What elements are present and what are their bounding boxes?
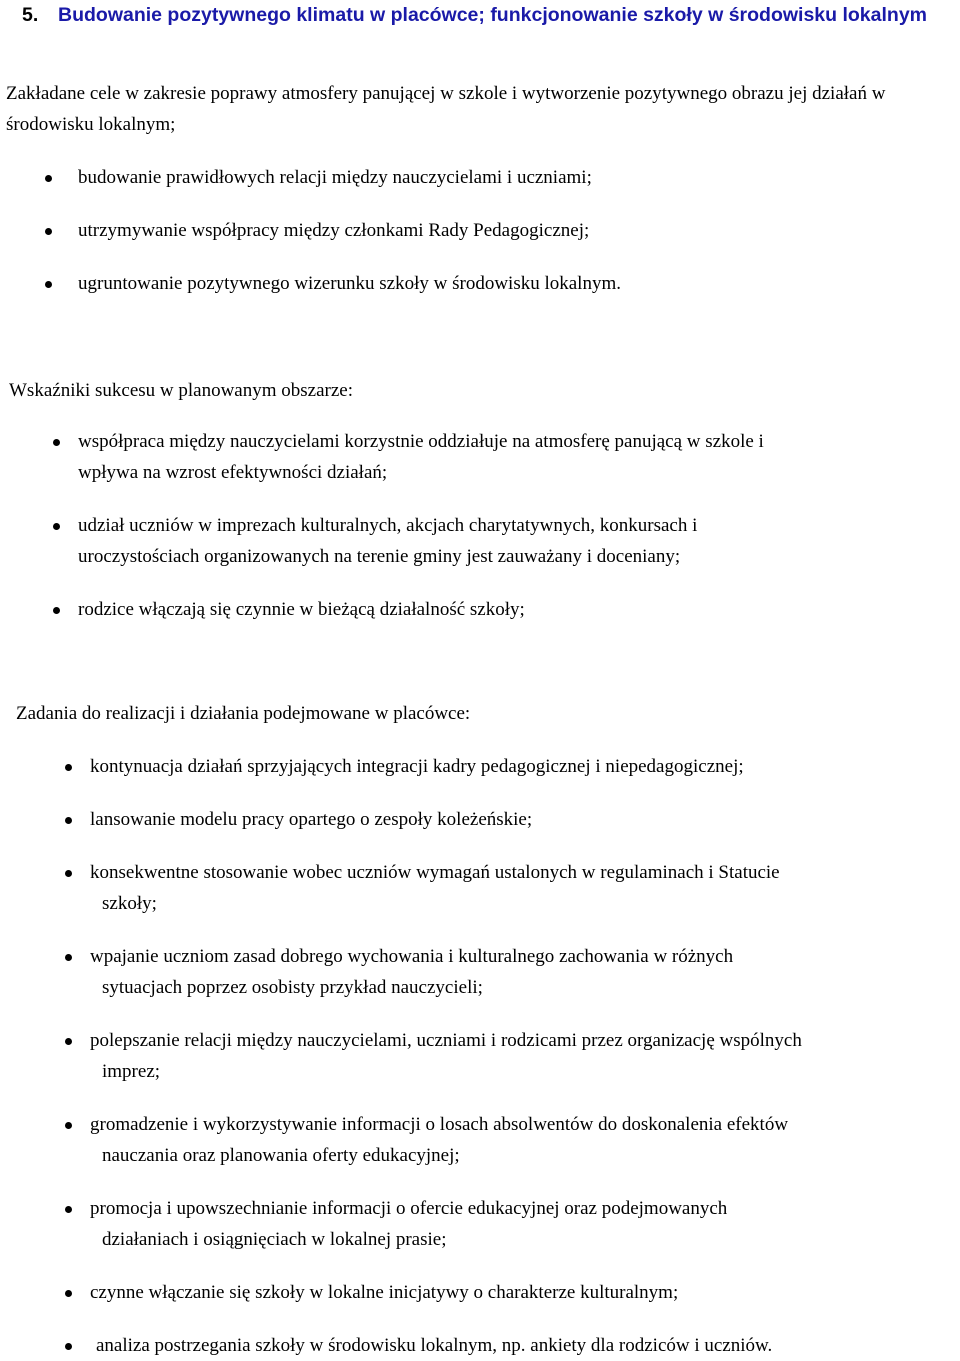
indicator-item-line: wpływa na wzrost efektywności działań; xyxy=(78,462,388,483)
task-item-line: konsekwentne stosowanie wobec uczniów wymagań ustalonych w regulaminach i Statucie xyxy=(90,862,780,883)
bullet-icon xyxy=(45,228,52,235)
indicator-item-line: współpraca między nauczycielami korzystnie oddziałuje na atmosferę panującą w szkole i xyxy=(78,431,764,452)
goal-item-text: ugruntowanie pozytywnego wizerunku szkoły w środowisku lokalnym. xyxy=(78,273,621,294)
task-item-line: polepszanie relacji między nauczycielami, uczniami i rodzicami przez organizację wspólnych xyxy=(90,1030,802,1051)
indicator-item-text xyxy=(78,510,697,572)
section-number: 5. xyxy=(22,4,39,26)
task-item-line: analiza postrzegania szkoły w środowisku lokalnym, np. ankiety dla rodziców i uczniów. xyxy=(96,1335,773,1356)
indicator-item-line: uroczystościach organizowanych na terenie gminy jest zauważany i doceniany; xyxy=(78,546,681,567)
indicator-item-line: rodzice włączają się czynnie w bieżącą działalność szkoły; xyxy=(78,599,525,620)
task-item-line: szkoły; xyxy=(102,893,157,914)
bullet-icon xyxy=(65,1038,72,1045)
bullet-icon xyxy=(65,1290,72,1297)
task-item-line: lansowanie modelu pracy opartego o zespoły koleżeńskie; xyxy=(90,809,533,830)
task-item-text xyxy=(90,1277,678,1308)
section-title: Budowanie pozytywnego klimatu w placówce; funkcjonowanie szkoły w środowisku lokalnym xyxy=(58,4,927,26)
task-item-text xyxy=(90,751,744,782)
task-item-line: czynne włączanie się szkoły w lokalne inicjatywy o charakterze kulturalnym; xyxy=(90,1282,679,1303)
task-item-line: wpajanie uczniom zasad dobrego wychowania i kulturalnego zachowania w różnych xyxy=(90,946,734,967)
indicators-intro: Wskaźniki sukcesu w planowanym obszarze: xyxy=(9,380,354,401)
bullet-icon xyxy=(45,281,52,288)
bullet-icon xyxy=(53,439,60,446)
task-item-line: gromadzenie i wykorzystywanie informacji o losach absolwentów do doskonalenia efektów xyxy=(90,1114,789,1135)
bullet-icon xyxy=(65,1122,72,1129)
task-item-text xyxy=(90,1109,788,1171)
bullet-icon xyxy=(65,1343,72,1350)
task-item-line: sytuacjach poprzez osobisty przykład nauczycieli; xyxy=(102,977,483,998)
task-item-line: kontynuacja działań sprzyjających integracji kadry pedagogicznej i niepedagogicznej; xyxy=(90,756,744,777)
task-item-text xyxy=(96,1330,772,1361)
indicator-item-line: udział uczniów w imprezach kulturalnych, akcjach charytatywnych, konkursach i xyxy=(78,515,698,536)
task-item-line: imprez; xyxy=(102,1061,161,1082)
task-item-line: promocja i upowszechnianie informacji o ofercie edukacyjnej oraz podejmowanych xyxy=(90,1198,728,1219)
task-item-text xyxy=(90,804,532,835)
task-item-line: działaniach i osiągnięciach w lokalnej prasie; xyxy=(102,1229,447,1250)
task-item-text xyxy=(90,1193,727,1255)
bullet-icon xyxy=(65,954,72,961)
bullet-icon xyxy=(53,607,60,614)
bullet-icon xyxy=(53,523,60,530)
task-item-text xyxy=(90,1025,802,1087)
indicator-item-text xyxy=(78,594,525,625)
goals-intro: Zakładane cele w zakresie poprawy atmosfery panującej w szkole i wytworzenie pozytywnego obrazu jej działań w środowisku lokalnym; xyxy=(6,83,886,135)
tasks-intro: Zadania do realizacji i działania podejmowane w placówce: xyxy=(16,703,471,724)
bullet-icon xyxy=(65,870,72,877)
goal-item-text: budowanie prawidłowych relacji między nauczycielami i uczniami; xyxy=(78,167,592,188)
task-item-text xyxy=(90,941,733,1003)
bullet-icon xyxy=(65,1206,72,1213)
bullet-icon xyxy=(65,817,72,824)
indicator-item-text xyxy=(78,426,764,488)
goal-item-text: utrzymywanie współpracy między członkami Rady Pedagogicznej; xyxy=(78,220,590,241)
bullet-icon xyxy=(65,764,72,771)
bullet-icon xyxy=(45,175,52,182)
section-heading xyxy=(22,0,952,31)
task-item-text xyxy=(90,857,780,919)
task-item-line: nauczania oraz planowania oferty edukacyjnej; xyxy=(102,1145,460,1166)
